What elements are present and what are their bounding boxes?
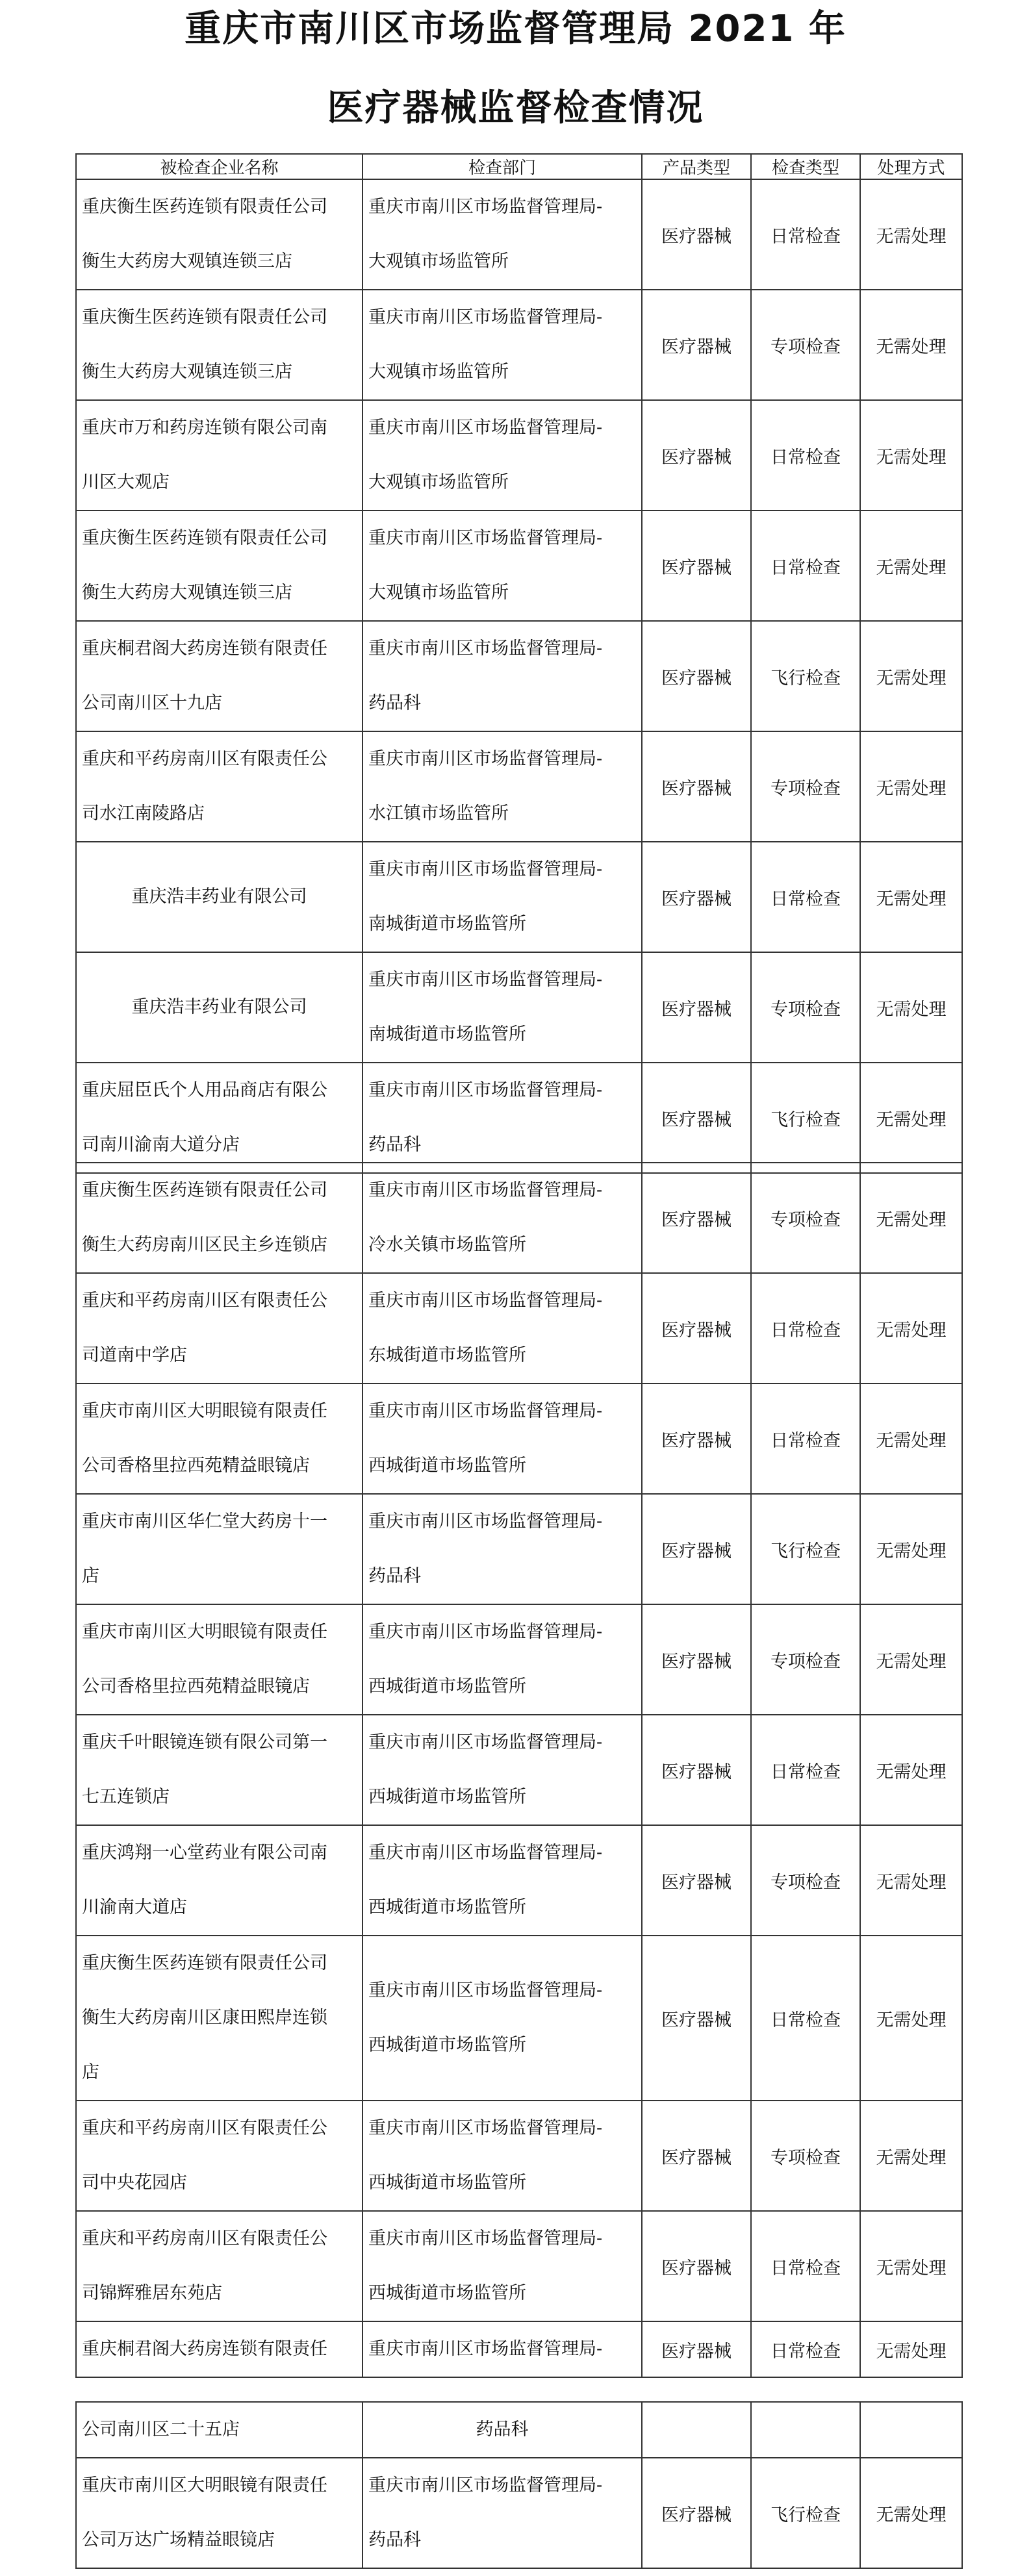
dept-cell [363,2211,642,2321]
check-cell: 日常检查 [751,400,860,511]
company-line: 七五连锁店 [82,1787,170,1807]
dept-cell [363,2458,642,2568]
dept-line: 重庆市南川区市场监督管理局- [368,1511,603,1532]
table-header-row [76,154,962,179]
handling-cell: 无需处理 [860,1383,962,1494]
handling-cell [860,2402,962,2458]
dept-line: 重庆市南川区市场监督管理局- [368,1180,603,1200]
check-cell: 专项检查 [751,1604,860,1715]
product-cell: 医疗器械 [642,731,751,842]
table-row [76,511,962,621]
dept-cell [363,2321,642,2377]
company-line: 重庆鸿翔一心堂药业有限公司南 [82,1843,327,1863]
handling-cell: 无需处理 [860,952,962,1063]
inspection-table-page1 [75,153,963,1174]
check-cell: 专项检查 [751,2101,860,2211]
dept-line: 东城街道市场监管所 [368,1345,526,1365]
dept-line: 西城街道市场监管所 [368,1456,526,1476]
handling-cell: 无需处理 [860,1936,962,2101]
company-cell [76,2211,363,2321]
dept-line: 南城街道市场监管所 [368,914,526,934]
check-cell: 专项检查 [751,1825,860,1936]
company-line: 川渝南大道店 [82,1897,187,1917]
company-cell [76,2101,363,2211]
handling-cell: 无需处理 [860,1494,962,1604]
dept-line: 重庆市南川区市场监督管理局- [368,2339,603,2359]
dept-line: 西城街道市场监管所 [368,1897,526,1917]
inspection-table-page3 [75,2401,963,2569]
company-line: 重庆衡生医药连锁有限责任公司 [82,528,327,548]
dept-line: 重庆市南川区市场监督管理局- [368,1080,603,1100]
dept-line: 药品科 [368,2530,421,2550]
handling-cell: 无需处理 [860,731,962,842]
check-cell: 日常检查 [751,1936,860,2101]
product-cell: 医疗器械 [642,621,751,731]
company-line: 重庆和平药房南川区有限责任公 [82,1291,327,1311]
company-cell [76,1163,363,1273]
product-cell: 医疗器械 [642,400,751,511]
handling-cell: 无需处理 [860,2321,962,2377]
company-line: 重庆市南川区大明眼镜有限责任 [82,2475,327,2495]
table-row [76,1936,962,2101]
dept-line: 重庆市南川区市场监督管理局- [368,418,603,438]
company-cell [76,2402,363,2458]
company-line: 衡生大药房大观镇连锁三店 [82,251,292,271]
handling-cell: 无需处理 [860,1715,962,1825]
table-row [76,2402,962,2458]
table-row [76,842,962,952]
handling-cell: 无需处理 [860,1604,962,1715]
dept-cell [363,1604,642,1715]
table-row [76,2458,962,2568]
dept-line: 西城街道市场监管所 [368,1676,526,1697]
company-line: 司锦辉雅居东苑店 [82,2283,222,2303]
dept-cell [363,2402,642,2458]
company-cell [76,1273,363,1383]
table-row [76,952,962,1063]
company-line: 重庆桐君阁大药房连锁有限责任 [82,2339,327,2359]
company-line: 重庆千叶眼镜连锁有限公司第一 [82,1732,327,1752]
table-row [76,179,962,290]
dept-cell [363,731,642,842]
company-line: 重庆市南川区大明眼镜有限责任 [82,1622,327,1642]
product-cell: 医疗器械 [642,952,751,1063]
company-cell [76,511,363,621]
dept-line: 西城街道市场监管所 [368,1787,526,1807]
check-cell [751,2402,860,2458]
dept-line: 重庆市南川区市场监督管理局- [368,307,603,327]
dept-line: 重庆市南川区市场监督管理局- [368,1622,603,1642]
company-line: 重庆市万和药房连锁有限公司南 [82,418,327,438]
check-cell: 飞行检查 [751,1494,860,1604]
company-cell [76,1063,363,1173]
check-cell: 专项检查 [751,731,860,842]
product-cell: 医疗器械 [642,1936,751,2101]
product-cell: 医疗器械 [642,842,751,952]
company-cell [76,2458,363,2568]
dept-line: 冷水关镇市场监管所 [368,1235,526,1255]
company-cell [76,731,363,842]
check-cell: 日常检查 [751,511,860,621]
inspection-table-page2 [75,1162,963,2378]
product-cell [642,2402,751,2458]
dept-cell [363,842,642,952]
handling-cell: 无需处理 [860,290,962,400]
company-line: 公司南川区二十五店 [82,2419,240,2440]
table-row [76,1063,962,1173]
company-line: 重庆衡生医药连锁有限责任公司 [82,197,327,217]
dept-cell [363,1273,642,1383]
product-cell: 医疗器械 [642,2458,751,2568]
company-line: 店 [82,2062,99,2082]
product-cell: 医疗器械 [642,1604,751,1715]
product-cell: 医疗器械 [642,1825,751,1936]
company-line: 衡生大药房南川区康田熙岸连锁 [82,2008,327,2028]
dept-line: 重庆市南川区市场监督管理局- [368,197,603,217]
company-line: 重庆桐君阁大药房连锁有限责任 [82,638,327,659]
company-line: 衡生大药房南川区民主乡连锁店 [82,1235,327,1255]
product-cell: 医疗器械 [642,1494,751,1604]
check-cell: 专项检查 [751,952,860,1063]
company-line: 重庆和平药房南川区有限责任公 [82,2118,327,2138]
company-line: 重庆和平药房南川区有限责任公 [82,749,327,769]
product-cell: 医疗器械 [642,1163,751,1273]
table-row [76,1383,962,1494]
table-row [76,1494,962,1604]
product-cell: 医疗器械 [642,1715,751,1825]
handling-cell: 无需处理 [860,511,962,621]
handling-cell: 无需处理 [860,2458,962,2568]
header-product: 产品类型 [642,154,751,179]
dept-line: 重庆市南川区市场监督管理局- [368,2229,603,2249]
company-cell [76,1383,363,1494]
dept-line: 药品科 [476,2419,529,2440]
company-cell [76,952,363,1063]
product-cell: 医疗器械 [642,1063,751,1173]
handling-cell: 无需处理 [860,1825,962,1936]
company-cell [76,290,363,400]
product-cell: 医疗器械 [642,2101,751,2211]
company-line: 重庆屈臣氏个人用品商店有限公 [82,1080,327,1100]
check-cell: 日常检查 [751,179,860,290]
header-company: 被检查企业名称 [76,154,363,179]
dept-line: 重庆市南川区市场监督管理局- [368,1291,603,1311]
dept-line: 重庆市南川区市场监督管理局- [368,2118,603,2138]
company-cell [76,2321,363,2377]
header-dept: 检查部门 [363,154,642,179]
table-row [76,290,962,400]
dept-line: 西城街道市场监管所 [368,2035,526,2055]
company-line: 重庆市南川区大明眼镜有限责任 [82,1401,327,1421]
dept-cell [363,1163,642,1273]
dept-cell [363,290,642,400]
header-handling: 处理方式 [860,154,962,179]
dept-line: 药品科 [368,1566,421,1586]
product-cell: 医疗器械 [642,1273,751,1383]
company-line: 司道南中学店 [82,1345,187,1365]
page-title-line2: 医疗器械监督检查情况 [327,87,704,129]
dept-line: 重庆市南川区市场监督管理局- [368,638,603,659]
table-row [76,2101,962,2211]
company-line: 衡生大药房大观镇连锁三店 [82,362,292,382]
company-line: 重庆浩丰药业有限公司 [131,887,307,907]
table-row [76,731,962,842]
check-cell: 日常检查 [751,1715,860,1825]
dept-cell [363,1825,642,1936]
company-line: 公司万达广场精益眼镜店 [82,2530,275,2550]
company-cell [76,1494,363,1604]
handling-cell: 无需处理 [860,842,962,952]
product-cell: 医疗器械 [642,511,751,621]
company-cell [76,1825,363,1936]
dept-line: 重庆市南川区市场监督管理局- [368,859,603,879]
product-cell: 医疗器械 [642,2321,751,2377]
table-row [76,1273,962,1383]
check-cell: 日常检查 [751,842,860,952]
table-row [76,1825,962,1936]
dept-line: 重庆市南川区市场监督管理局- [368,528,603,548]
check-cell: 日常检查 [751,1273,860,1383]
company-cell [76,179,363,290]
company-line: 店 [82,1566,99,1586]
handling-cell: 无需处理 [860,621,962,731]
dept-line: 水江镇市场监管所 [368,803,509,824]
dept-line: 重庆市南川区市场监督管理局- [368,1401,603,1421]
page-title-line1: 重庆市南川区市场监督管理局 2021 年 [185,8,846,50]
dept-cell [363,1494,642,1604]
table-row [76,2211,962,2321]
company-cell [76,621,363,731]
check-cell: 日常检查 [751,2211,860,2321]
handling-cell: 无需处理 [860,2211,962,2321]
dept-cell [363,1715,642,1825]
check-cell: 专项检查 [751,290,860,400]
dept-line: 南城街道市场监管所 [368,1024,526,1044]
company-line: 重庆市南川区华仁堂大药房十一 [82,1511,327,1532]
handling-cell: 无需处理 [860,2101,962,2211]
company-line: 重庆衡生医药连锁有限责任公司 [82,1180,327,1200]
table-row [76,1604,962,1715]
dept-line: 药品科 [368,1135,421,1155]
dept-cell [363,952,642,1063]
check-cell: 日常检查 [751,2321,860,2377]
table-row [76,1163,962,1273]
check-cell: 飞行检查 [751,1063,860,1173]
company-cell [76,400,363,511]
handling-cell: 无需处理 [860,179,962,290]
check-cell: 专项检查 [751,1163,860,1273]
product-cell: 医疗器械 [642,290,751,400]
company-line: 川区大观店 [82,472,170,492]
check-cell: 飞行检查 [751,2458,860,2568]
company-cell [76,1604,363,1715]
product-cell: 医疗器械 [642,179,751,290]
table-row [76,2321,962,2377]
dept-line: 西城街道市场监管所 [368,2283,526,2303]
handling-cell: 无需处理 [860,1273,962,1383]
dept-cell [363,1063,642,1173]
dept-cell [363,511,642,621]
company-line: 重庆衡生医药连锁有限责任公司 [82,1953,327,1973]
company-line: 公司南川区十九店 [82,693,222,713]
dept-line: 药品科 [368,693,421,713]
company-line: 重庆浩丰药业有限公司 [131,997,307,1017]
company-line: 公司香格里拉西苑精益眼镜店 [82,1456,310,1476]
dept-line: 重庆市南川区市场监督管理局- [368,2475,603,2495]
check-cell: 日常检查 [751,1383,860,1494]
company-line: 公司香格里拉西苑精益眼镜店 [82,1676,310,1697]
dept-line: 大观镇市场监管所 [368,251,509,271]
table-row [76,621,962,731]
check-cell: 飞行检查 [751,621,860,731]
dept-cell [363,2101,642,2211]
dept-cell [363,621,642,731]
dept-cell [363,400,642,511]
handling-cell: 无需处理 [860,1063,962,1173]
company-line: 重庆衡生医药连锁有限责任公司 [82,307,327,327]
product-cell: 医疗器械 [642,1383,751,1494]
table-row [76,400,962,511]
header-check: 检查类型 [751,154,860,179]
handling-cell: 无需处理 [860,1163,962,1273]
dept-cell [363,1936,642,2101]
company-cell [76,1936,363,2101]
company-line: 重庆和平药房南川区有限责任公 [82,2229,327,2249]
dept-cell [363,1383,642,1494]
dept-line: 重庆市南川区市场监督管理局- [368,970,603,990]
company-cell [76,1715,363,1825]
dept-line: 重庆市南川区市场监督管理局- [368,749,603,769]
company-line: 衡生大药房大观镇连锁三店 [82,583,292,603]
dept-line: 重庆市南川区市场监督管理局- [368,1732,603,1752]
handling-cell: 无需处理 [860,400,962,511]
dept-line: 重庆市南川区市场监督管理局- [368,1843,603,1863]
company-cell [76,842,363,952]
dept-line: 大观镇市场监管所 [368,472,509,492]
dept-cell [363,179,642,290]
product-cell: 医疗器械 [642,2211,751,2321]
company-line: 司中央花园店 [82,2173,187,2193]
table-row [76,1715,962,1825]
dept-line: 大观镇市场监管所 [368,583,509,603]
dept-line: 重庆市南川区市场监督管理局- [368,1980,603,2001]
dept-line: 大观镇市场监管所 [368,362,509,382]
dept-line: 西城街道市场监管所 [368,2173,526,2193]
company-line: 司南川渝南大道分店 [82,1135,240,1155]
company-line: 司水江南陵路店 [82,803,205,824]
